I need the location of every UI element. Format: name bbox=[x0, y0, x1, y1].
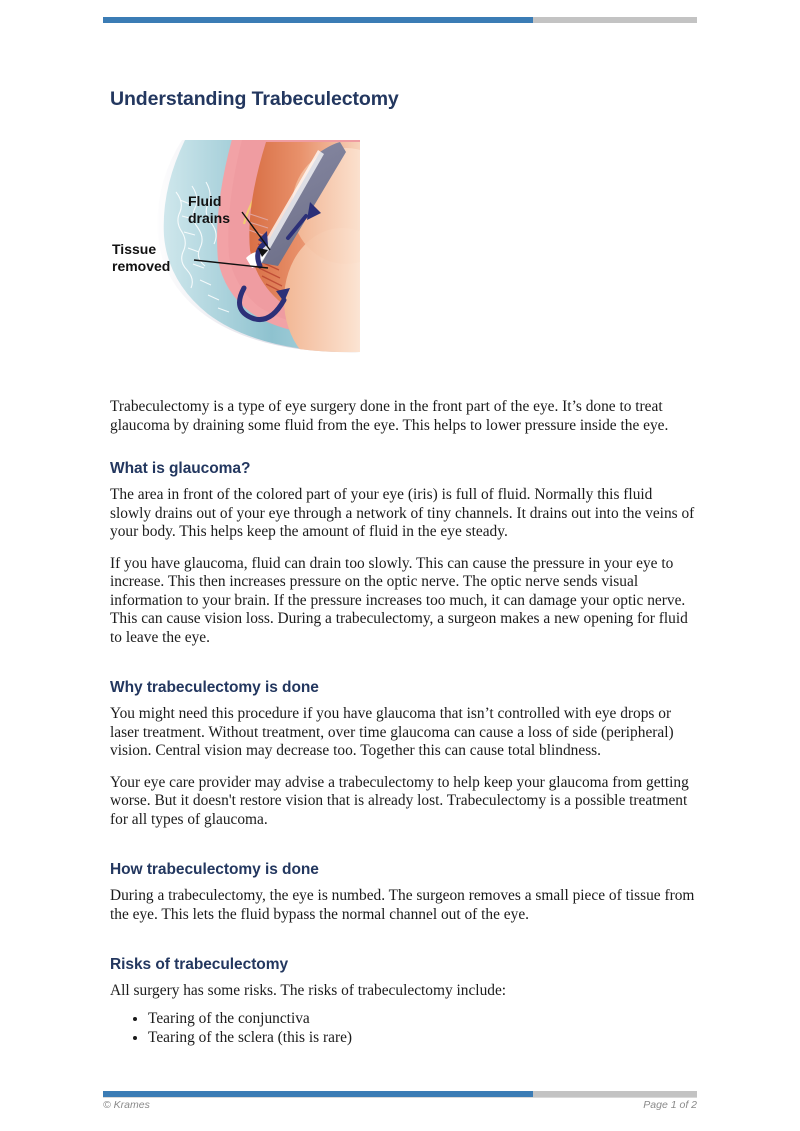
paragraph: During a trabeculectomy, the eye is numbed. The surgeon removes a small piece of tissue from the eye. This lets the fluid bypass the normal channel out of the eye. bbox=[110, 887, 695, 923]
eye-cross-section-figure bbox=[110, 140, 370, 375]
header-rule-gray-segment bbox=[533, 17, 697, 23]
section-spacer bbox=[110, 660, 696, 679]
risks-list bbox=[110, 1009, 696, 1048]
paragraph: You might need this procedure if you have glaucoma that isn’t controlled with eye drops or laser treatment. Without treatment, over time glaucoma can cause a loss of side (peripheral) vision. Central vision may decrease too. Together this can cause total blindness. bbox=[110, 705, 674, 759]
label-tissue-removed-line1: Tissue bbox=[112, 241, 157, 257]
section-heading-what-is-glaucoma: What is glaucoma? bbox=[110, 460, 251, 477]
trabeculectomy-illustration bbox=[110, 140, 370, 375]
header-rule bbox=[103, 17, 697, 23]
label-tissue-removed-line2: removed bbox=[112, 258, 171, 274]
section-heading-how-trabeculectomy-is-done: How trabeculectomy is done bbox=[110, 861, 319, 878]
footer-page-number: Page 1 of 2 bbox=[643, 1099, 697, 1111]
list-item: • Tearing of the conjunctiva bbox=[148, 1009, 696, 1029]
list-item: • Tearing of the sclera (this is rare) bbox=[148, 1028, 696, 1048]
section-heading-risks-of-trabeculectomy: Risks of trabeculectomy bbox=[110, 956, 289, 973]
section-spacer bbox=[110, 448, 696, 460]
label-fluid-drains-line1: Fluid bbox=[188, 193, 222, 209]
page-title: Understanding Trabeculectomy bbox=[110, 88, 399, 110]
footer-divider bbox=[103, 1097, 697, 1098]
paragraph: The area in front of the colored part of your eye (iris) is full of fluid. Normally this fluid slowly drains out of your eye through a network of tiny channels. It drains out into the veins of your body. This helps keep the amount of fluid in the eye steady. bbox=[110, 486, 695, 540]
document-content bbox=[110, 88, 696, 111]
section-heading-why-trabeculectomy-is-done: Why trabeculectomy is done bbox=[110, 679, 319, 696]
paragraph: Your eye care provider may advise a trabeculectomy to help keep your glaucoma from getting worse. But it doesn't restore vision that is already lost. Trabeculectomy is a possible treatment for all types of glaucoma. bbox=[110, 773, 689, 828]
label-fluid-drains-line2: drains bbox=[188, 210, 231, 226]
page-footer bbox=[103, 1099, 697, 1111]
intro-paragraph: Trabeculectomy is a type of eye surgery done in the front part of the eye. It’s done to treat glaucoma by draining some fluid from the eye. This helps to lower pressure inside the eye. bbox=[110, 398, 669, 434]
document-body bbox=[110, 398, 696, 1048]
paragraph: All surgery has some risks. The risks of trabeculectomy include: bbox=[110, 982, 507, 999]
header-rule-blue-segment bbox=[103, 17, 533, 23]
paragraph: If you have glaucoma, fluid can drain too slowly. This can cause the pressure in your eye to increase. This then increases pressure on the optic nerve. The optic nerve sends visual information to your brain. If the pressure increases too much, it can damage your optic nerve. This can cause vision loss. During a trabeculectomy, a surgeon makes a new opening for fluid to leave the eye. bbox=[110, 554, 688, 646]
section-spacer bbox=[110, 937, 696, 956]
section-spacer bbox=[110, 842, 696, 861]
footer-copyright: © Krames bbox=[103, 1099, 150, 1111]
